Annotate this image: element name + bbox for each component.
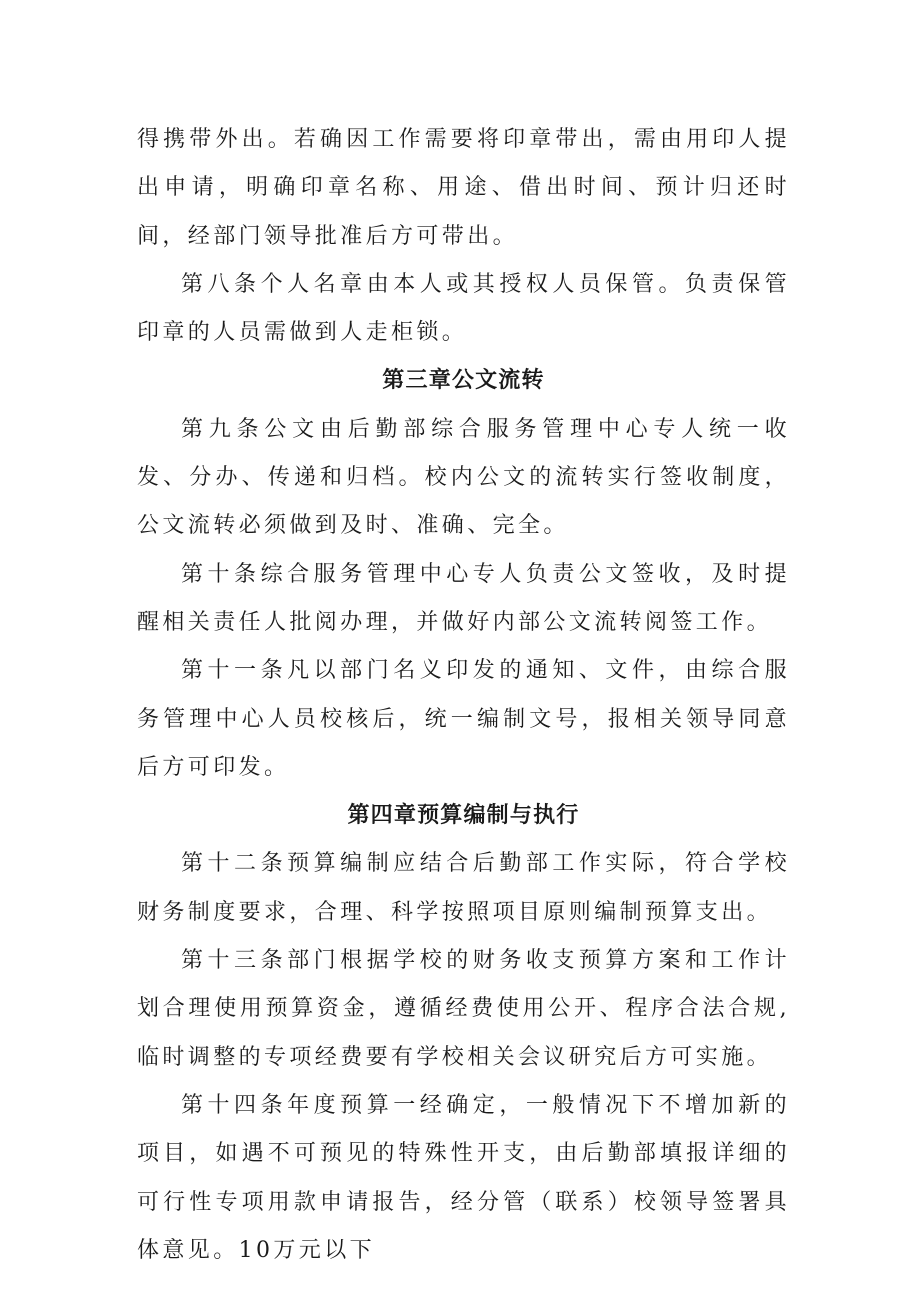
paragraph-article-14: 第十四条年度预算一经确定，一般情况下不增加新的项目，如遇不可预见的特殊性开支，由后勤部填报详细的可行性专项用款申请报告，经分管（联系）校领导签署具体意见。10万元以下	[137, 1092, 790, 1263]
paragraph-article-9: 第九条公文由后勤部综合服务管理中心专人统一收发、分办、传递和归档。校内公文的流转实行签收制度，公文流转必须做到及时、准确、完全。	[137, 416, 790, 539]
paragraph-article-13: 第十三条部门根据学校的财务收支预算方案和工作计划合理使用预算资金，遵循经费使用公开、程序合法合规,临时调整的专项经费要有学校相关会议研究后方可实施。	[137, 948, 790, 1070]
document-body	[137, 116, 790, 1275]
paragraph-continued-seal-rule: 得携带外出。若确因工作需要将印章带出，需由用印人提出申请，明确印章名称、用途、借出时间、预计归还时间，经部门领导批准后方可带出。	[137, 127, 790, 249]
paragraph-article-11: 第十一条凡以部门名义印发的通知、文件，由综合服务管理中心人员校核后，统一编制文号，报相关领导同意后方可印发。	[137, 658, 790, 780]
chapter-4-heading: 第四章预算编制与执行	[347, 803, 580, 829]
paragraph-article-10: 第十条综合服务管理中心专人负责公文签收，及时提醒相关责任人批阅办理，并做好内部公文流转阅签工作。	[137, 561, 790, 635]
paragraph-article-8: 第八条个人名章由本人或其授权人员保管。负责保管印章的人员需做到人走柜锁。	[137, 271, 790, 346]
chapter-3-heading: 第三章公文流转	[382, 368, 545, 394]
paragraph-article-12: 第十二条预算编制应结合后勤部工作实际，符合学校财务制度要求，合理、科学按照项目原则编制预算支出。	[137, 851, 790, 925]
